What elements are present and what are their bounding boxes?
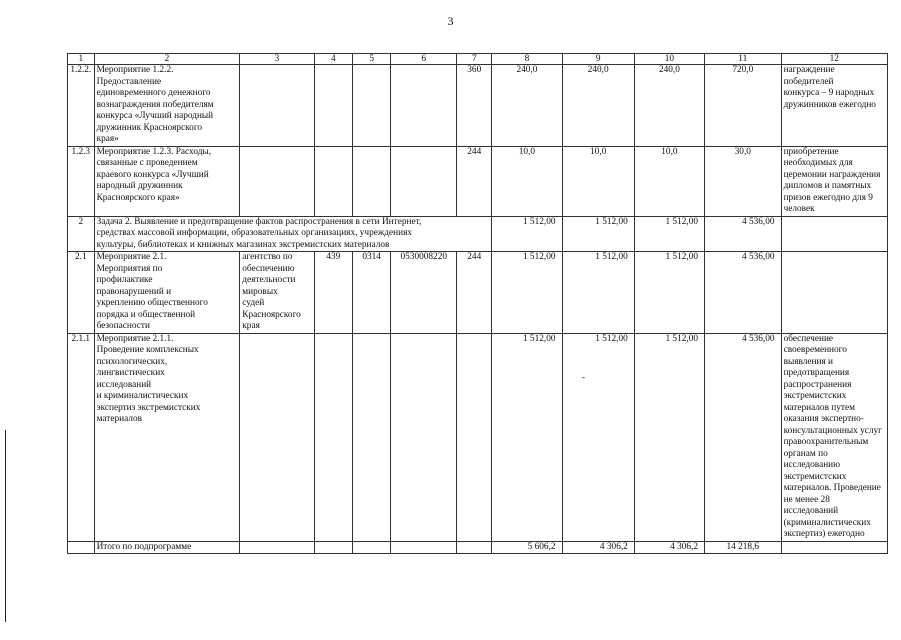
column-number-row (68, 54, 888, 65)
value-cell: 1 512,00 (562, 252, 634, 334)
rzpr-cell: 0314 (353, 252, 391, 334)
item-title: Мероприятие 1.2.3. Расходы, связанные с проведением краевого конкурса «Лучший народный дружинник Красноярского края» (94, 146, 240, 216)
csr-cell (391, 333, 457, 541)
column-number: 8 (492, 54, 562, 65)
item-number: 1.2.3 (68, 146, 95, 216)
total-row (68, 541, 888, 554)
item-title: Мероприятие 2.1. Мероприятия по профилактике правонарушений и укреплению общественного порядка и общественной безопасности (94, 252, 240, 334)
executor-cell: агентство по обеспечению деятельности мировых судей Красноярского края (240, 252, 314, 334)
total-cell: 720,0 (705, 65, 782, 147)
executor-cell (240, 146, 314, 216)
empty-cell (353, 541, 391, 554)
vr-cell (457, 333, 492, 541)
item-number: 2 (68, 216, 95, 252)
column-number: 7 (457, 54, 492, 65)
table-row (68, 216, 888, 252)
vr-cell: 360 (457, 65, 492, 147)
result-cell: награждение победителей конкурса – 9 народных дружинников ежегодно (781, 65, 887, 147)
column-number: 12 (781, 54, 887, 65)
empty-cell (391, 541, 457, 554)
item-title: Мероприятие 1.2.2. Предоставление единовременного денежного вознаграждения победителям конкурса «Лучший народный дружинник Красноярского края» (94, 65, 240, 147)
column-number: 11 (705, 54, 782, 65)
total-label: Итого по подпрограмме (94, 541, 240, 554)
column-number: 9 (562, 54, 634, 65)
vr-cell: 244 (457, 146, 492, 216)
value-cell: 240,0 (634, 65, 704, 147)
table-row (68, 333, 888, 541)
page-number: 3 (447, 14, 454, 28)
value-cell: 1 512,00 (492, 216, 562, 252)
rzpr-cell (353, 65, 391, 147)
stray-mark: - (582, 372, 585, 382)
column-number: 3 (240, 54, 314, 65)
total-value: 4 306,2 (562, 541, 634, 554)
item-number: 1.2.2. (68, 65, 95, 147)
table-row (68, 146, 888, 216)
grbs-cell (314, 146, 352, 216)
item-number: 2.1.1 (68, 333, 95, 541)
rzpr-cell (353, 333, 391, 541)
column-number: 1 (68, 54, 95, 65)
value-cell: 10,0 (492, 146, 562, 216)
value-cell: 1 512,00 (634, 333, 704, 541)
value-cell: 1 512,00 (634, 216, 704, 252)
grand-total-value: 14 218,6 (705, 541, 782, 554)
empty-cell (314, 541, 352, 554)
column-number: 10 (634, 54, 704, 65)
item-number: 2.1 (68, 252, 95, 334)
rzpr-cell (353, 146, 391, 216)
grbs-cell: 439 (314, 252, 352, 334)
table-row (68, 252, 888, 334)
executor-cell (240, 333, 314, 541)
grbs-cell (314, 333, 352, 541)
value-cell: 10,0 (562, 146, 634, 216)
empty-cell (457, 541, 492, 554)
value-cell: 1 512,00 (562, 216, 634, 252)
vr-cell: 244 (457, 252, 492, 334)
value-cell: 240,0 (492, 65, 562, 147)
value-cell: 240,0 (562, 65, 634, 147)
column-number: 2 (94, 54, 240, 65)
csr-cell (391, 65, 457, 147)
total-cell: 30,0 (705, 146, 782, 216)
column-number: 5 (353, 54, 391, 65)
grbs-cell (314, 65, 352, 147)
executor-cell (240, 65, 314, 147)
csr-cell: 0530008220 (391, 252, 457, 334)
column-number: 6 (391, 54, 457, 65)
total-value: 4 306,2 (634, 541, 704, 554)
item-title: Мероприятие 2.1.1. Проведение комплексных психологических, лингвистических исследований и криминалистических экспертиз экстремистских материалов (94, 333, 240, 541)
table-row (68, 65, 888, 147)
empty-cell (781, 541, 887, 554)
total-value: 5 606,2 (492, 541, 562, 554)
total-cell: 4 536,00 (705, 333, 782, 541)
empty-cell (68, 541, 95, 554)
value-cell: 1 512,00 (492, 252, 562, 334)
result-cell (781, 216, 887, 252)
result-cell: обеспечение своевременного выявления и предотвращения распространения экстремистских материалов путем оказания экспертно- консультационных услуг правоохранительным органам по исследованию экстремистских материалов. Проведение не менее 28 исследований (криминалистических экспертиз) ежегодно (781, 333, 887, 541)
value-cell: 1 512,00 (634, 252, 704, 334)
column-number: 4 (314, 54, 352, 65)
subprogram-table (67, 53, 888, 554)
value-cell: 10,0 (634, 146, 704, 216)
task-title: Задача 2. Выявление и предотвращение фактов распространения в сети Интернет, средствах массовой информации, образовательных организациях, учреждениях культуры, библиотеках и книжных магазинах экстремистских материалов (94, 216, 492, 252)
total-cell: 4 536,00 (705, 252, 782, 334)
result-cell (781, 252, 887, 334)
csr-cell (391, 146, 457, 216)
result-cell: приобретение необходимых для церемонии награждения дипломов и памятных призов ежегодно для 9 человек (781, 146, 887, 216)
empty-cell (240, 541, 314, 554)
value-cell: 1 512,00 (492, 333, 562, 541)
total-cell: 4 536,00 (705, 216, 782, 252)
value-cell: 1 512,00 (562, 333, 634, 541)
margin-line (5, 430, 6, 622)
